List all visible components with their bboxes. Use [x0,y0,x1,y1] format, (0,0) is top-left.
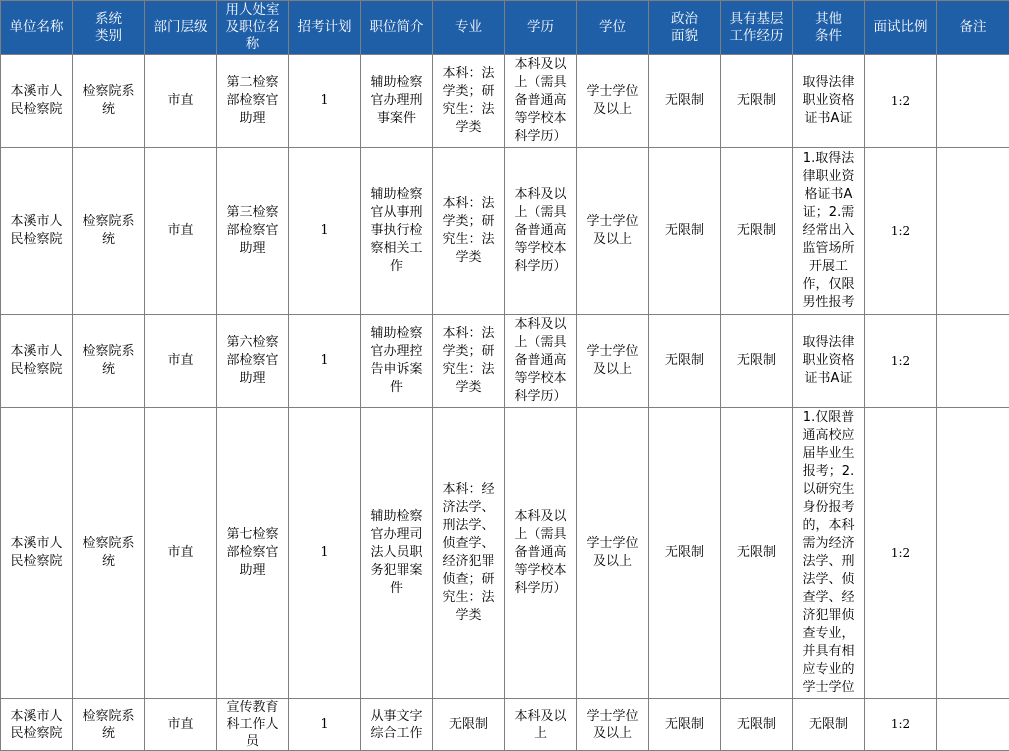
cell-unit: 本溪市人 民检察院 [1,408,73,699]
cell-political: 无限制 [649,315,721,408]
cell-unit: 本溪市人 民检察院 [1,55,73,148]
header-remark: 备注 [937,1,1009,55]
cell-other: 取得法律 职业资格 证书A证 [793,55,865,148]
table-row [1,315,1009,408]
cell-education: 本科及以 上（需具 备普通高 等学校本 科学历） [505,408,577,699]
cell-ratio: 1:2 [865,55,937,148]
header-position: 用人处室 及职位名 称 [217,1,289,55]
header-education: 学历 [505,1,577,55]
cell-major: 本科：经 济法学、 刑法学、 侦查学、 经济犯罪 侦查；研 究生：法 学类 [433,408,505,699]
cell-level: 市直 [145,148,217,315]
cell-remark [937,315,1009,408]
cell-degree: 学士学位 及以上 [577,408,649,699]
cell-major: 本科：法 学类；研 究生：法 学类 [433,148,505,315]
cell-political: 无限制 [649,408,721,699]
cell-unit: 本溪市人 民检察院 [1,699,73,751]
cell-education: 本科及以 上 [505,699,577,751]
cell-other: 无限制 [793,699,865,751]
cell-ratio: 1:2 [865,699,937,751]
cell-experience: 无限制 [721,699,793,751]
cell-system: 检察院系 统 [73,148,145,315]
cell-intro: 从事文字 综合工作 [361,699,433,751]
cell-unit: 本溪市人 民检察院 [1,315,73,408]
cell-degree: 学士学位 及以上 [577,315,649,408]
cell-intro: 辅助检察 官办理司 法人员职 务犯罪案 件 [361,408,433,699]
cell-experience: 无限制 [721,55,793,148]
header-row [1,1,1009,55]
cell-level: 市直 [145,408,217,699]
cell-major: 无限制 [433,699,505,751]
cell-degree: 学士学位 及以上 [577,55,649,148]
cell-major: 本科：法 学类；研 究生：法 学类 [433,315,505,408]
cell-other: 1.仅限普 通高校应 届毕业生 报考；2. 以研究生 身份报考 的，本科 需为经济 法学、刑 法学、侦 查学、经 济犯罪侦 查专业， 并具有相 应专业的 学士学位 [793,408,865,699]
header-experience: 具有基层 工作经历 [721,1,793,55]
cell-remark [937,408,1009,699]
header-system: 系统 类别 [73,1,145,55]
table-row [1,699,1009,751]
cell-level: 市直 [145,315,217,408]
cell-system: 检察院系 统 [73,315,145,408]
header-plan: 招考计划 [289,1,361,55]
cell-level: 市直 [145,55,217,148]
cell-system: 检察院系 统 [73,408,145,699]
cell-ratio: 1:2 [865,408,937,699]
cell-political: 无限制 [649,55,721,148]
cell-intro: 辅助检察 官办理刑 事案件 [361,55,433,148]
header-political: 政治 面貌 [649,1,721,55]
cell-other: 取得法律 职业资格 证书A证 [793,315,865,408]
cell-experience: 无限制 [721,148,793,315]
table-row [1,55,1009,148]
cell-position: 第三检察 部检察官 助理 [217,148,289,315]
cell-plan: 1 [289,699,361,751]
cell-ratio: 1:2 [865,315,937,408]
cell-position: 第七检察 部检察官 助理 [217,408,289,699]
cell-experience: 无限制 [721,315,793,408]
cell-remark [937,699,1009,751]
cell-education: 本科及以 上（需具 备普通高 等学校本 科学历） [505,315,577,408]
header-major: 专业 [433,1,505,55]
cell-plan: 1 [289,55,361,148]
table-row [1,148,1009,315]
header-level: 部门层级 [145,1,217,55]
cell-position: 第二检察 部检察官 助理 [217,55,289,148]
cell-position: 第六检察 部检察官 助理 [217,315,289,408]
cell-level: 市直 [145,699,217,751]
cell-intro: 辅助检察 官办理控 告申诉案 件 [361,315,433,408]
header-other: 其他 条件 [793,1,865,55]
cell-intro: 辅助检察 官从事刑 事执行检 察相关工 作 [361,148,433,315]
cell-system: 检察院系 统 [73,55,145,148]
cell-experience: 无限制 [721,408,793,699]
cell-political: 无限制 [649,148,721,315]
cell-other: 1.取得法 律职业资 格证书A 证；2.需 经常出入 监管场所 开展工 作，仅限 男性报考 [793,148,865,315]
table-row [1,408,1009,699]
header-degree: 学位 [577,1,649,55]
cell-remark [937,55,1009,148]
cell-degree: 学士学位 及以上 [577,148,649,315]
cell-position: 宣传教育 科工作人 员 [217,699,289,751]
cell-education: 本科及以 上（需具 备普通高 等学校本 科学历） [505,55,577,148]
cell-political: 无限制 [649,699,721,751]
cell-major: 本科：法 学类；研 究生：法 学类 [433,55,505,148]
cell-degree: 学士学位 及以上 [577,699,649,751]
cell-plan: 1 [289,315,361,408]
header-unit: 单位名称 [1,1,73,55]
cell-remark [937,148,1009,315]
cell-system: 检察院系 统 [73,699,145,751]
cell-plan: 1 [289,148,361,315]
cell-plan: 1 [289,408,361,699]
cell-unit: 本溪市人 民检察院 [1,148,73,315]
cell-ratio: 1:2 [865,148,937,315]
header-intro: 职位简介 [361,1,433,55]
cell-education: 本科及以 上（需具 备普通高 等学校本 科学历） [505,148,577,315]
header-ratio: 面试比例 [865,1,937,55]
